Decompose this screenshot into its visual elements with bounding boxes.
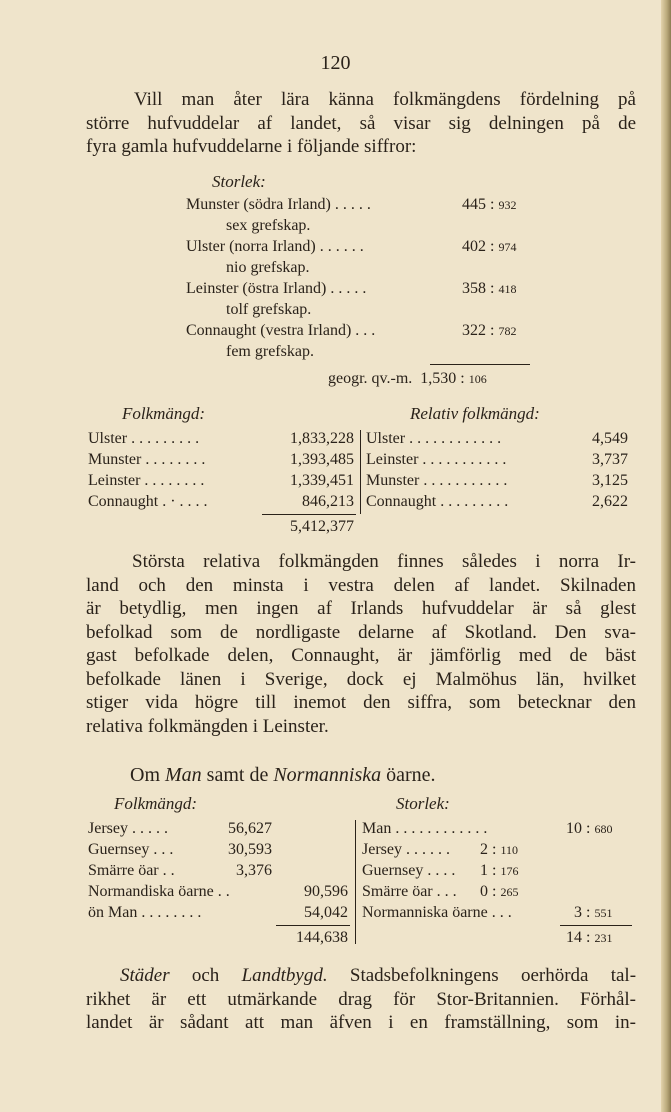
- folkmangd-row-name: Connaught . · . . . .: [88, 493, 208, 510]
- body-line: Största relativa folkmängden finnes således i norra Ir-: [132, 551, 636, 572]
- body-line: landet är sådant att man äfven i en framställning, som in-: [86, 1012, 636, 1033]
- storlek-row-value: 445 : 932: [462, 196, 517, 213]
- storlek-total: geogr. qv.-m. 1,530 : 106: [328, 370, 487, 387]
- body-line: rikhet är ett utmärkande drag för Stor-Britannien. Förhål-: [86, 988, 636, 1010]
- body-paragraph: [86, 550, 636, 738]
- storlek-row-name: Connaught (vestra Irland) . . .: [186, 322, 376, 339]
- man-storlek-heading: Storlek:: [396, 794, 450, 813]
- relativ-heading: Relativ folkmängd:: [410, 404, 540, 423]
- man-folk-row-name: Jersey . . . . .: [88, 820, 168, 837]
- folkmangd-row-name: Munster . . . . . . . .: [88, 451, 206, 468]
- body-paragraph: [86, 964, 636, 1035]
- intro-paragraph: [86, 88, 636, 159]
- man-storlek-row-name: Jersey . . . . . .: [362, 841, 450, 858]
- man-storlek-total: 14 : 231: [566, 929, 613, 946]
- storlek-row-sub: fem grefskap.: [226, 343, 314, 360]
- man-storlek-row-value: 10 : 680: [566, 820, 613, 837]
- man-folk-man-label: ön Man . . . . . . . .: [88, 904, 202, 921]
- sum-rule: [560, 925, 632, 926]
- man-heading: Om Man samt de Normanniska öarne.: [130, 764, 436, 786]
- body-line: är betydlig, men ingen af Irlands hufvuddelar är så glest: [86, 598, 636, 619]
- sum-rule: [262, 514, 356, 515]
- folkmangd-total: 5,412,377: [290, 518, 354, 535]
- relativ-row-name: Ulster . . . . . . . . . . . .: [366, 430, 502, 447]
- folkmangd-row-name: Ulster . . . . . . . . .: [88, 430, 200, 447]
- man-folk-row-value: 30,593: [228, 841, 272, 858]
- storlek-row-sub: sex grefskap.: [226, 217, 311, 234]
- man-folk-man-value: 54,042: [304, 904, 348, 921]
- storlek-row-name: Ulster (norra Irland) . . . . . .: [186, 238, 364, 255]
- storlek-row-sub: tolf grefskap.: [226, 301, 312, 318]
- relativ-row-name: Connaught . . . . . . . . .: [366, 493, 509, 510]
- relativ-row-name: Leinster . . . . . . . . . . .: [366, 451, 507, 468]
- man-storlek-row-name: Smärre öar . . .: [362, 883, 457, 900]
- man-storlek-row-name: Guernsey . . . .: [362, 862, 456, 879]
- relativ-row-name: Munster . . . . . . . . . . .: [366, 472, 508, 489]
- man-folk-total: 144,638: [296, 929, 348, 946]
- man-storlek-row-name: Man . . . . . . . . . . . .: [362, 820, 488, 837]
- storlek-row-sub: nio grefskap.: [226, 259, 310, 276]
- body-line: gast befolkade delen, Connaught, är jämförlig med de bäst: [86, 645, 636, 666]
- intro-line: större hufvuddelar af landet, så visar sig delningen på de: [86, 112, 636, 134]
- storlek-heading: Storlek:: [212, 172, 266, 191]
- relativ-row-value: 4,549: [592, 430, 628, 447]
- body-line: Städer och Landtbygd. Stadsbefolkningens oerhörda tal-: [120, 965, 637, 986]
- man-storlek-row-value: 2 : 110: [480, 841, 519, 858]
- folkmangd-row-value: 1,339,451: [290, 472, 354, 489]
- body-line: befolkad som de nordligaste delarne af Skotland. Den sva-: [86, 621, 636, 643]
- folkmangd-heading: Folkmängd:: [122, 404, 206, 423]
- body-line: relativa folkmängden i Leinster.: [86, 715, 329, 737]
- body-line: befolkade länen i Sverige, dock ej Malmöhus län, hvilket: [86, 668, 636, 690]
- intro-line: fyra gamla hufvuddelarne i följande siffror:: [86, 136, 417, 157]
- man-folk-norm-label: Normandiska öarne . .: [88, 883, 230, 900]
- storlek-row-name: Leinster (östra Irland) . . . . .: [186, 280, 367, 297]
- sum-rule: [276, 925, 350, 926]
- folkmangd-row-value: 846,213: [302, 493, 354, 510]
- folkmangd-row-value: 1,393,485: [290, 451, 354, 468]
- relativ-row-value: 2,622: [592, 493, 628, 510]
- man-storlek-row-value: 0 : 265: [480, 883, 519, 900]
- relativ-row-value: 3,125: [592, 472, 628, 489]
- folkmangd-row-name: Leinster . . . . . . . .: [88, 472, 205, 489]
- man-storlek-row-name: Normanniska öarne . . .: [362, 904, 512, 921]
- page-number: 120: [320, 52, 351, 74]
- column-divider: [360, 430, 361, 514]
- storlek-row-name: Munster (södra Irland) . . . . .: [186, 196, 371, 213]
- man-folkmangd-heading: Folkmängd:: [114, 794, 198, 813]
- man-storlek-row-value: 3 : 551: [574, 904, 613, 921]
- body-line: stiger vida högre till inemot den siffra, som betecknar den: [86, 692, 636, 713]
- man-folk-row-name: Smärre öar . .: [88, 862, 175, 879]
- storlek-row-value: 358 : 418: [462, 280, 517, 297]
- intro-line: Vill man åter lära känna folkmängdens fördelning på: [134, 89, 636, 110]
- storlek-row-value: 322 : 782: [462, 322, 517, 339]
- page-edge: [661, 0, 671, 1112]
- folkmangd-row-value: 1,833,228: [290, 430, 354, 447]
- man-folk-row-name: Guernsey . . .: [88, 841, 174, 858]
- man-folk-row-value: 3,376: [236, 862, 272, 879]
- sum-rule: [430, 364, 530, 365]
- man-storlek-row-value: 1 : 176: [480, 862, 519, 879]
- man-folk-norm-value: 90,596: [304, 883, 348, 900]
- relativ-row-value: 3,737: [592, 451, 628, 468]
- man-folk-row-value: 56,627: [228, 820, 272, 837]
- body-line: land och den minsta i vestra delen af landet. Skilnaden: [86, 574, 636, 596]
- storlek-row-value: 402 : 974: [462, 238, 517, 255]
- column-divider: [355, 820, 356, 944]
